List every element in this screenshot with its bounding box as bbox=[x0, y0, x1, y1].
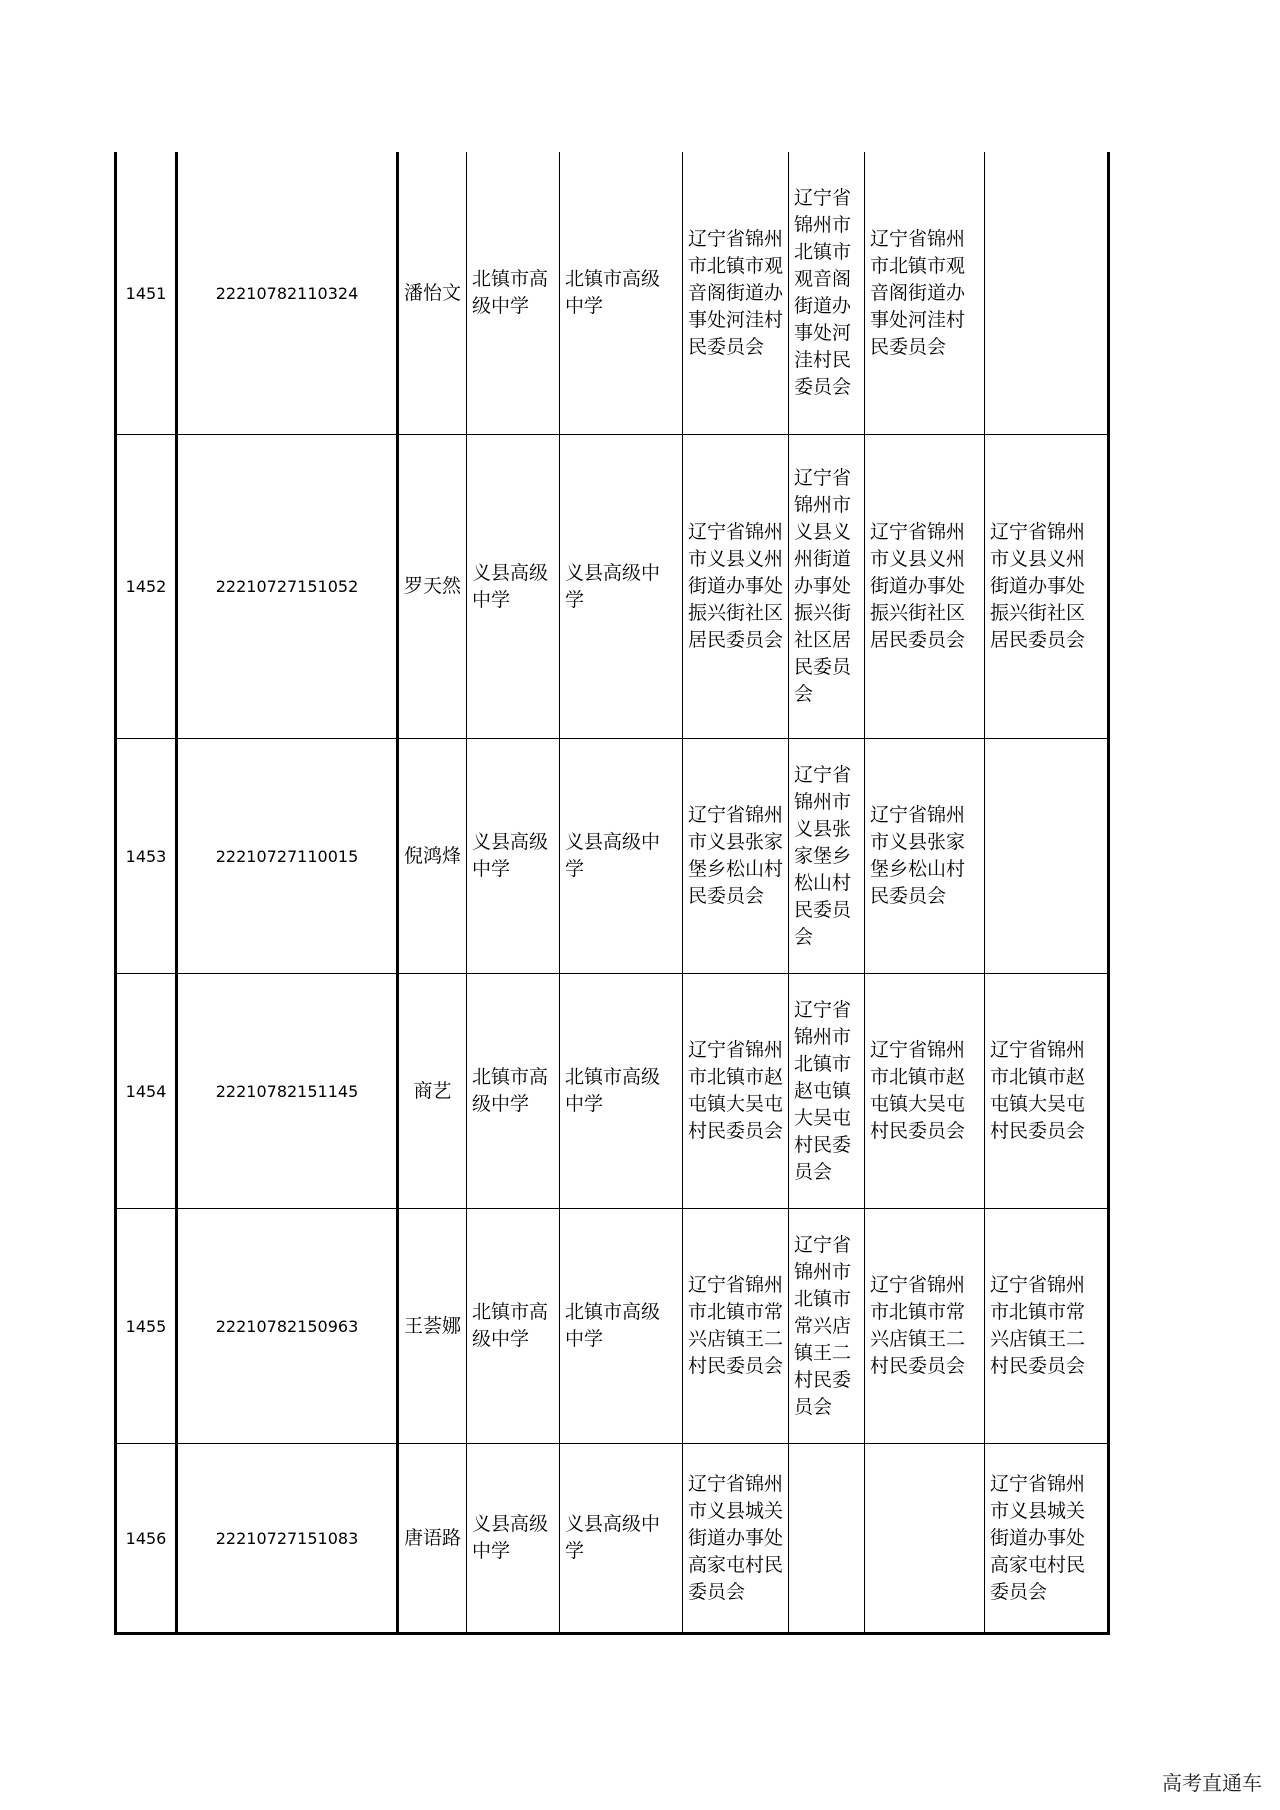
name-cell: 商艺 bbox=[398, 974, 467, 1209]
seq-cell: 1453 bbox=[116, 739, 177, 974]
id-cell: 22210727151052 bbox=[177, 435, 398, 739]
id-cell: 22210782150963 bbox=[177, 1209, 398, 1444]
address-cell-2: 辽宁省锦州市北镇市赵屯镇大吴屯村民委员会 bbox=[789, 974, 865, 1209]
roster-table bbox=[114, 152, 1110, 1635]
table-row bbox=[116, 1444, 1109, 1634]
table-row bbox=[116, 435, 1109, 739]
address-cell-2: 辽宁省锦州市义县张家堡乡松山村民委员会 bbox=[789, 739, 865, 974]
address-cell-4: 辽宁省锦州市北镇市赵屯镇大吴屯村民委员会 bbox=[985, 974, 1109, 1209]
school-cell: 北镇市高级中学 bbox=[467, 152, 560, 435]
address-cell-3: 辽宁省锦州市北镇市常兴店镇王二村民委员会 bbox=[865, 1209, 985, 1444]
school-cell-2: 义县高级中学 bbox=[560, 1444, 683, 1634]
school-cell-2: 北镇市高级中学 bbox=[560, 1209, 683, 1444]
seq-cell: 1454 bbox=[116, 974, 177, 1209]
address-cell-1: 辽宁省锦州市义县城关街道办事处高家屯村民委员会 bbox=[683, 1444, 789, 1634]
address-cell-4: 辽宁省锦州市北镇市常兴店镇王二村民委员会 bbox=[985, 1209, 1109, 1444]
address-cell-4: 辽宁省锦州市义县义州街道办事处振兴街社区居民委员会 bbox=[985, 435, 1109, 739]
name-cell: 罗天然 bbox=[398, 435, 467, 739]
id-cell: 22210782110324 bbox=[177, 152, 398, 435]
address-cell-4: 辽宁省锦州市义县城关街道办事处高家屯村民委员会 bbox=[985, 1444, 1109, 1634]
table-row bbox=[116, 739, 1109, 974]
address-cell-1: 辽宁省锦州市义县张家堡乡松山村民委员会 bbox=[683, 739, 789, 974]
watermark: 高考直通车 bbox=[1162, 1771, 1262, 1795]
address-cell-3: 辽宁省锦州市北镇市观音阁街道办事处河洼村民委员会 bbox=[865, 152, 985, 435]
school-cell-2: 义县高级中学 bbox=[560, 739, 683, 974]
school-cell: 北镇市高级中学 bbox=[467, 1209, 560, 1444]
roster-table-wrapper bbox=[114, 152, 1110, 1635]
name-cell: 倪鸿烽 bbox=[398, 739, 467, 974]
seq-cell: 1452 bbox=[116, 435, 177, 739]
address-cell-1: 辽宁省锦州市义县义州街道办事处振兴街社区居民委员会 bbox=[683, 435, 789, 739]
table-row bbox=[116, 152, 1109, 435]
id-cell: 22210727110015 bbox=[177, 739, 398, 974]
address-cell-1: 辽宁省锦州市北镇市常兴店镇王二村民委员会 bbox=[683, 1209, 789, 1444]
address-cell-2: 辽宁省锦州市北镇市常兴店镇王二村民委员会 bbox=[789, 1209, 865, 1444]
name-cell: 潘怡文 bbox=[398, 152, 467, 435]
id-cell: 22210782151145 bbox=[177, 974, 398, 1209]
table-row bbox=[116, 974, 1109, 1209]
school-cell: 义县高级中学 bbox=[467, 1444, 560, 1634]
address-cell-2: 辽宁省锦州市北镇市观音阁街道办事处河洼村民委员会 bbox=[789, 152, 865, 435]
address-cell-1: 辽宁省锦州市北镇市观音阁街道办事处河洼村民委员会 bbox=[683, 152, 789, 435]
name-cell: 王荟娜 bbox=[398, 1209, 467, 1444]
seq-cell: 1456 bbox=[116, 1444, 177, 1634]
id-cell: 22210727151083 bbox=[177, 1444, 398, 1634]
school-cell: 义县高级中学 bbox=[467, 435, 560, 739]
school-cell: 北镇市高级中学 bbox=[467, 974, 560, 1209]
name-cell: 唐语路 bbox=[398, 1444, 467, 1634]
seq-cell: 1455 bbox=[116, 1209, 177, 1444]
seq-cell: 1451 bbox=[116, 152, 177, 435]
address-cell-4 bbox=[985, 152, 1109, 435]
address-cell-3 bbox=[865, 1444, 985, 1634]
address-cell-3: 辽宁省锦州市义县张家堡乡松山村民委员会 bbox=[865, 739, 985, 974]
address-cell-1: 辽宁省锦州市北镇市赵屯镇大吴屯村民委员会 bbox=[683, 974, 789, 1209]
address-cell-2 bbox=[789, 1444, 865, 1634]
address-cell-2: 辽宁省锦州市义县义州街道办事处振兴街社区居民委员会 bbox=[789, 435, 865, 739]
school-cell-2: 义县高级中学 bbox=[560, 435, 683, 739]
school-cell: 义县高级中学 bbox=[467, 739, 560, 974]
address-cell-3: 辽宁省锦州市义县义州街道办事处振兴街社区居民委员会 bbox=[865, 435, 985, 739]
school-cell-2: 北镇市高级中学 bbox=[560, 152, 683, 435]
table-row bbox=[116, 1209, 1109, 1444]
address-cell-4 bbox=[985, 739, 1109, 974]
school-cell-2: 北镇市高级中学 bbox=[560, 974, 683, 1209]
address-cell-3: 辽宁省锦州市北镇市赵屯镇大吴屯村民委员会 bbox=[865, 974, 985, 1209]
